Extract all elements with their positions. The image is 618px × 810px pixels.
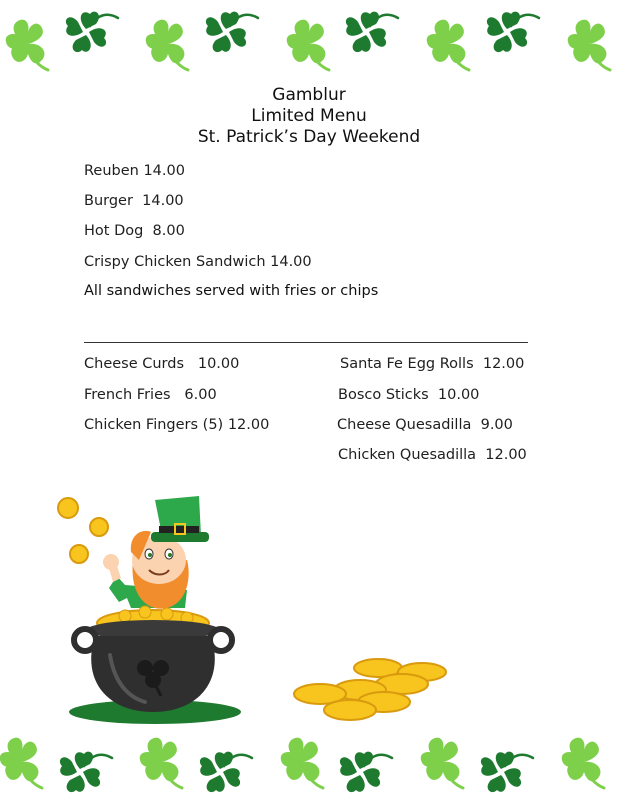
menu-title: Limited Menu bbox=[251, 106, 367, 126]
shamrock-border-bottom bbox=[0, 720, 618, 810]
leprechaun-illustration bbox=[55, 490, 255, 725]
menu-item-french-fries: French Fries 6.00 bbox=[84, 387, 217, 403]
menu-header bbox=[0, 85, 618, 148]
menu-item-cheese-curds: Cheese Curds 10.00 bbox=[84, 356, 240, 372]
menu-item-crispy-chicken-sandwich: Crispy Chicken Sandwich 14.00 bbox=[84, 254, 312, 270]
restaurant-name: Gamblur bbox=[272, 85, 346, 105]
shamrock-border-top-art bbox=[0, 0, 618, 90]
shamrock-border-top bbox=[0, 0, 618, 90]
flying-coin-icon bbox=[58, 498, 108, 563]
menu-item-bosco-sticks: Bosco Sticks 10.00 bbox=[338, 387, 480, 403]
leprechaun-pot-of-gold-art bbox=[55, 490, 255, 725]
sandwich-note: All sandwiches served with fries or chips bbox=[84, 283, 379, 299]
gold-coins-icon bbox=[292, 652, 462, 724]
menu-item-hot-dog: Hot Dog 8.00 bbox=[84, 223, 185, 239]
event-title: St. Patrick’s Day Weekend bbox=[197, 127, 421, 147]
menu-item-reuben: Reuben 14.00 bbox=[84, 163, 185, 179]
shamrock-border-bottom-art bbox=[0, 720, 618, 800]
menu-item-chicken-fingers: Chicken Fingers (5) 12.00 bbox=[84, 417, 270, 433]
menu-item-burger: Burger 14.00 bbox=[84, 193, 184, 209]
menu-item-cheese-quesadilla: Cheese Quesadilla 9.00 bbox=[337, 417, 513, 433]
section-divider bbox=[84, 342, 528, 343]
menu-item-chicken-quesadilla: Chicken Quesadilla 12.00 bbox=[338, 447, 527, 463]
menu-item-santa-fe-egg-rolls: Santa Fe Egg Rolls 12.00 bbox=[340, 356, 525, 372]
gold-coins-pile bbox=[292, 652, 462, 724]
